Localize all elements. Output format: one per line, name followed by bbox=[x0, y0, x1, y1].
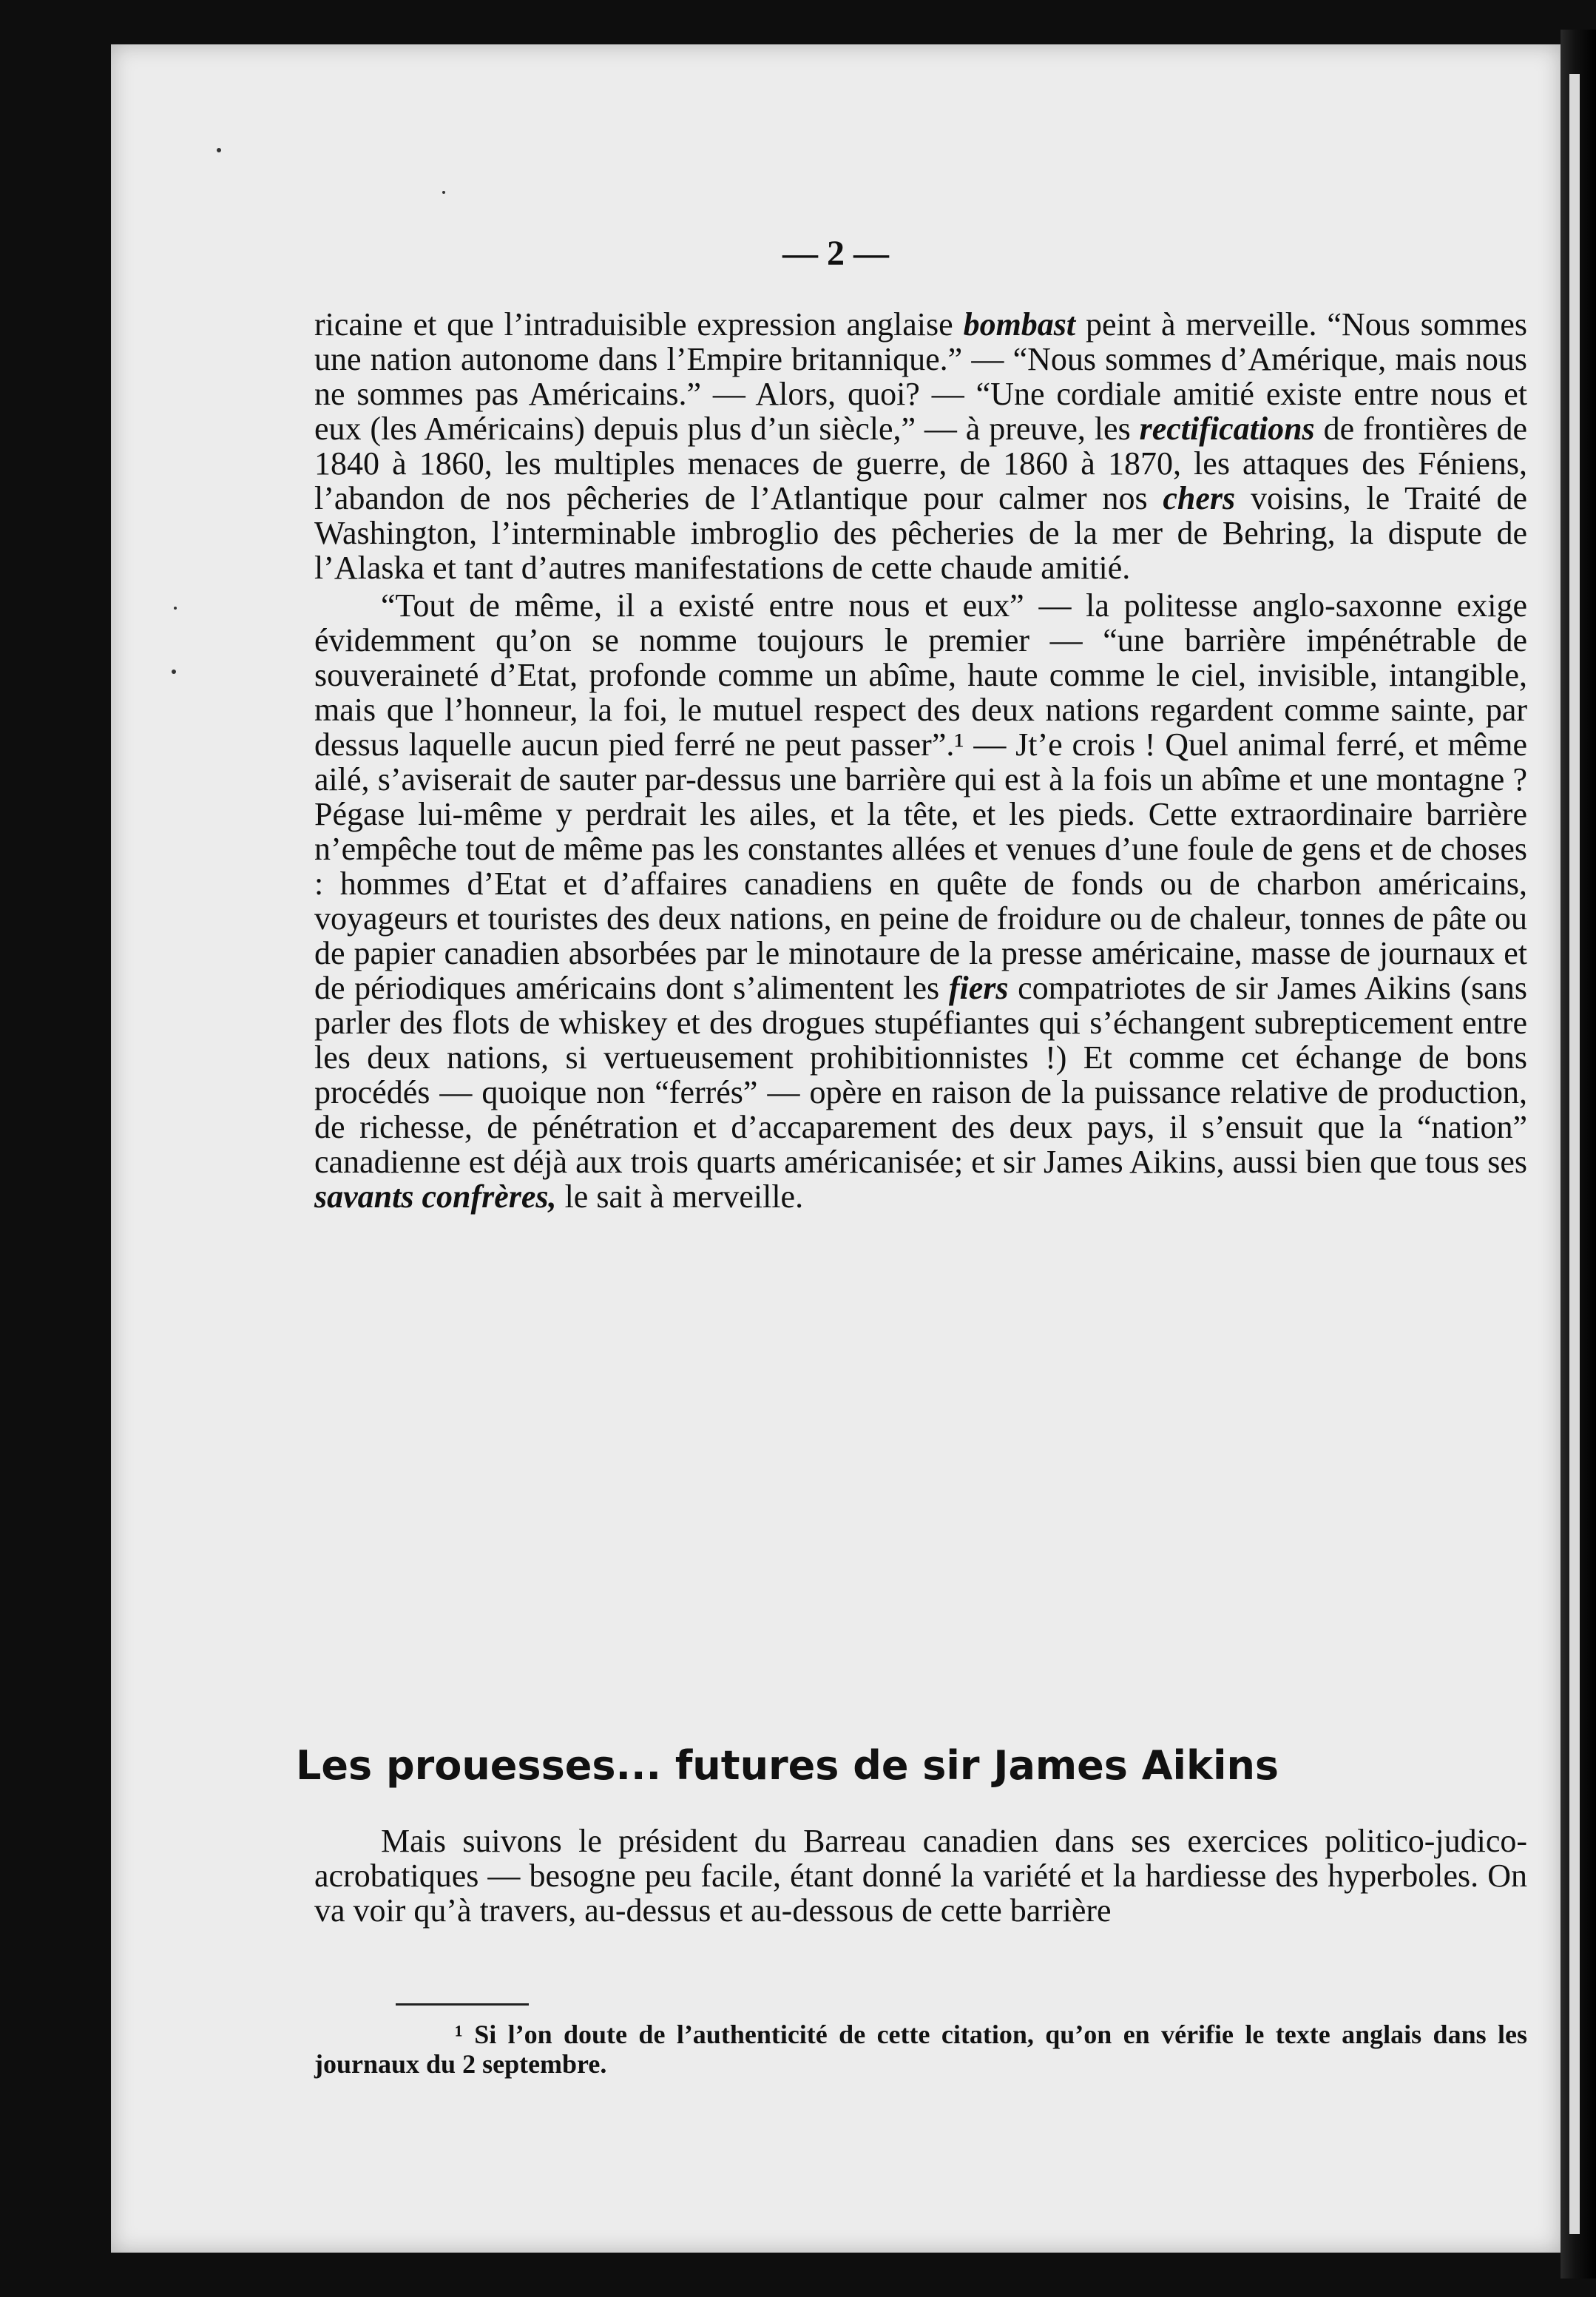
scan-speck bbox=[174, 607, 177, 610]
text-segment: compatriotes de sir James Aikins (sans parler des flots de whiskey et des drogues stupéfiantes qui s’échangent subrepticement entre les deux nations, si vertueusement prohibitionnistes !) Et comme cet échange de bons procédés — quoique non “ferrés” — opère en raison de la puissance relative de production, de richesse, de pénétration et d’accaparement des deux pays, il s’ensuit que la “nation” canadienne est déjà aux trois quarts américanisée; et sir James Aikins, aussi bien que tous ses bbox=[314, 970, 1528, 1180]
document-page bbox=[111, 44, 1561, 2253]
scan-speck bbox=[442, 191, 445, 194]
paragraph-1 bbox=[314, 307, 1527, 585]
emphasized-text: chers bbox=[1163, 480, 1236, 516]
section-heading: Les prouesses... futures de sir James Aikins bbox=[296, 1742, 1279, 1789]
emphasized-text: rectifications bbox=[1139, 411, 1315, 447]
text-segment: de frontières de 1840 à 1860, les multiples menaces de guerre, de 1860 à 1870, les attaques des Féniens, l’abandon de nos pêcheries de l’Atlantique pour calmer nos bbox=[314, 411, 1527, 516]
page-number: — 2 — bbox=[782, 234, 889, 273]
scan-speck bbox=[172, 669, 176, 674]
text-segment: voisins, le Traité de Washington, l’interminable imbroglio des pêcheries de la mer de Behring, la dispute de l’Alaska et tant d’autres manifestations de cette chaude amitié. bbox=[314, 480, 1527, 586]
footnote-divider bbox=[396, 2003, 529, 2006]
body-text bbox=[314, 307, 1527, 1217]
scan-edge-strip bbox=[1569, 74, 1580, 2234]
emphasized-text: bombast bbox=[963, 306, 1076, 343]
text-segment: “Tout de même, il a existé entre nous et eux” — la politesse anglo-saxonne exige évidemment qu’on se nomme toujours le premier — “une barrière impénétrable de souveraineté d’Etat, profonde comme un abîme, haute comme le ciel, invisible, intangible, mais que l’honneur, la foi, le mutuel respect des deux nations regardent comme sainte, par dessus laquelle aucun pied ferré ne peut passer”.¹ — Jt’e crois ! Quel animal ferré, et même ailé, s’aviserait de sauter par-dessus une barrière qui est à la fois un abîme et une montagne ? Pégase lui-même y perdrait les ailes, et la tête, et les pieds. Cette extraordinaire barrière n’empêche tout de même pas les constantes allées et venues d’une foule de gens et de choses : hommes d’Etat et d’affaires canadiens en quête de fonds ou de charbon américains, voyageurs et touristes des deux nations, en peine de froidure ou de chaleur, tonnes de pâte ou de papier canadien absorbées par le minotaure de la presse américaine, masse de journaux et de périodiques américains dont s’alimentent les bbox=[314, 587, 1527, 1006]
emphasized-text: fiers bbox=[948, 970, 1009, 1006]
section-paragraph: Mais suivons le président du Barreau canadien dans ses exercices politico-judico-acrobatiques — besogne peu facile, étant donné la variété et la hardiesse des hyperboles. On va voir qu’à travers, au-dessus et au-dessous de cette barrière bbox=[314, 1823, 1527, 1929]
emphasized-text: savants confrères, bbox=[314, 1178, 557, 1215]
text-segment: peint à merveille. “Nous sommes une nation autonome dans l’Empire britannique.” — “Nous sommes d’Amérique, mais nous ne sommes pas Américains.” — Alors, quoi? — “Une cordiale amitié existe entre nous et eux (les Américains) depuis plus d’un siècle,” — à preuve, les bbox=[314, 306, 1527, 447]
text-segment: le sait à merveille. bbox=[556, 1178, 804, 1215]
text-segment: ricaine et que l’intraduisible expression anglaise bbox=[314, 306, 964, 343]
paragraph-2 bbox=[314, 588, 1527, 1214]
footnote: ¹ Si l’on doute de l’authenticité de cette citation, qu’on en vérifie le texte anglais dans les journaux du 2 septembre. bbox=[314, 2020, 1527, 2079]
scan-speck bbox=[217, 148, 221, 152]
